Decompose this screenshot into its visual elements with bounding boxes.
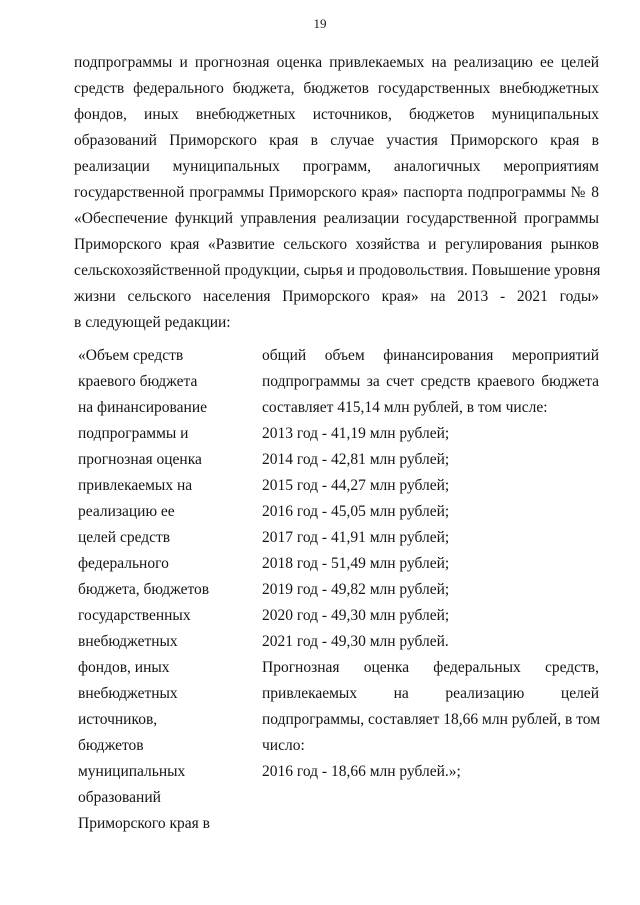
label-line: муниципальных (78, 763, 186, 780)
paragraph-line: образований Приморского края в случае участия Приморского края в (74, 132, 599, 149)
year-amount-line: 2019 год - 49,82 млн рублей; (262, 581, 450, 598)
year-amount-line: 2013 год - 41,19 млн рублей; (262, 425, 450, 442)
label-line: Приморского края в (78, 815, 210, 832)
paragraph-line: фондов, иных внебюджетных источников, бюджетов муниципальных (74, 106, 599, 123)
label-line: прогнозная оценка (78, 451, 202, 468)
label-line: на финансирование (78, 399, 207, 416)
year-amount-line: 2016 год - 18,66 млн рублей.»; (262, 763, 461, 780)
label-line: подпрограммы и (78, 425, 189, 442)
year-amount-line: 2015 год - 44,27 млн рублей; (262, 477, 450, 494)
label-line: целей средств (78, 529, 171, 546)
value-line: число: (262, 737, 305, 754)
paragraph-line: Приморского края «Развитие сельского хозяйства и регулирования рынков (74, 236, 599, 253)
value-line: подпрограммы за счет средств краевого бюджета (262, 373, 599, 390)
paragraph-line: средств федерального бюджета, бюджетов государственных внебюджетных (74, 80, 599, 97)
label-line: фондов, иных (78, 659, 170, 676)
paragraph-line: жизни сельского населения Приморского края» на 2013 - 2021 годы» (74, 288, 599, 305)
label-line: бюджетов (78, 737, 144, 754)
label-line: образований (78, 789, 161, 806)
paragraph-line: сельскохозяйственной продукции, сырья и продовольствия. Повышение уровня (74, 262, 601, 279)
label-line: источников, (78, 711, 158, 728)
label-line: краевого бюджета (78, 373, 198, 390)
page-number: 19 (313, 16, 327, 31)
paragraph-line: государственной программы Приморского края» паспорта подпрограммы № 8 (74, 184, 599, 201)
paragraph-line: реализации муниципальных программ, аналогичных мероприятиям (74, 158, 599, 175)
label-line: «Объем средств (78, 347, 184, 364)
year-amount-line: 2020 год - 49,30 млн рублей; (262, 607, 450, 624)
year-amount-line: 2014 год - 42,81 млн рублей; (262, 451, 450, 468)
value-line: составляет 415,14 млн рублей, в том числе: (262, 399, 548, 416)
year-amount-line: 2021 год - 49,30 млн рублей. (262, 633, 449, 650)
value-line: общий объем финансирования мероприятий (262, 347, 599, 364)
value-line: Прогнозная оценка федеральных средств, (262, 659, 599, 676)
label-line: внебюджетных (78, 685, 178, 702)
label-line: реализацию ее (78, 503, 175, 520)
year-amount-line: 2016 год - 45,05 млн рублей; (262, 503, 450, 520)
year-amount-line: 2018 год - 51,49 млн рублей; (262, 555, 450, 572)
paragraph-line: подпрограммы и прогнозная оценка привлекаемых на реализацию ее целей (74, 54, 599, 71)
year-amount-line: 2017 год - 41,91 млн рублей; (262, 529, 450, 546)
value-line: подпрограммы, составляет 18,66 млн рублей, в том (262, 711, 601, 728)
label-line: федерального (78, 555, 169, 572)
label-line: внебюджетных (78, 633, 178, 650)
paragraph-line: «Обеспечение функций управления реализации государственной программы (74, 210, 599, 227)
label-line: государственных (78, 607, 191, 624)
label-line: бюджета, бюджетов (78, 581, 210, 598)
label-line: привлекаемых на (78, 477, 193, 494)
value-line: привлекаемых на реализацию целей (262, 685, 599, 702)
paragraph-line: в следующей редакции: (74, 314, 231, 331)
